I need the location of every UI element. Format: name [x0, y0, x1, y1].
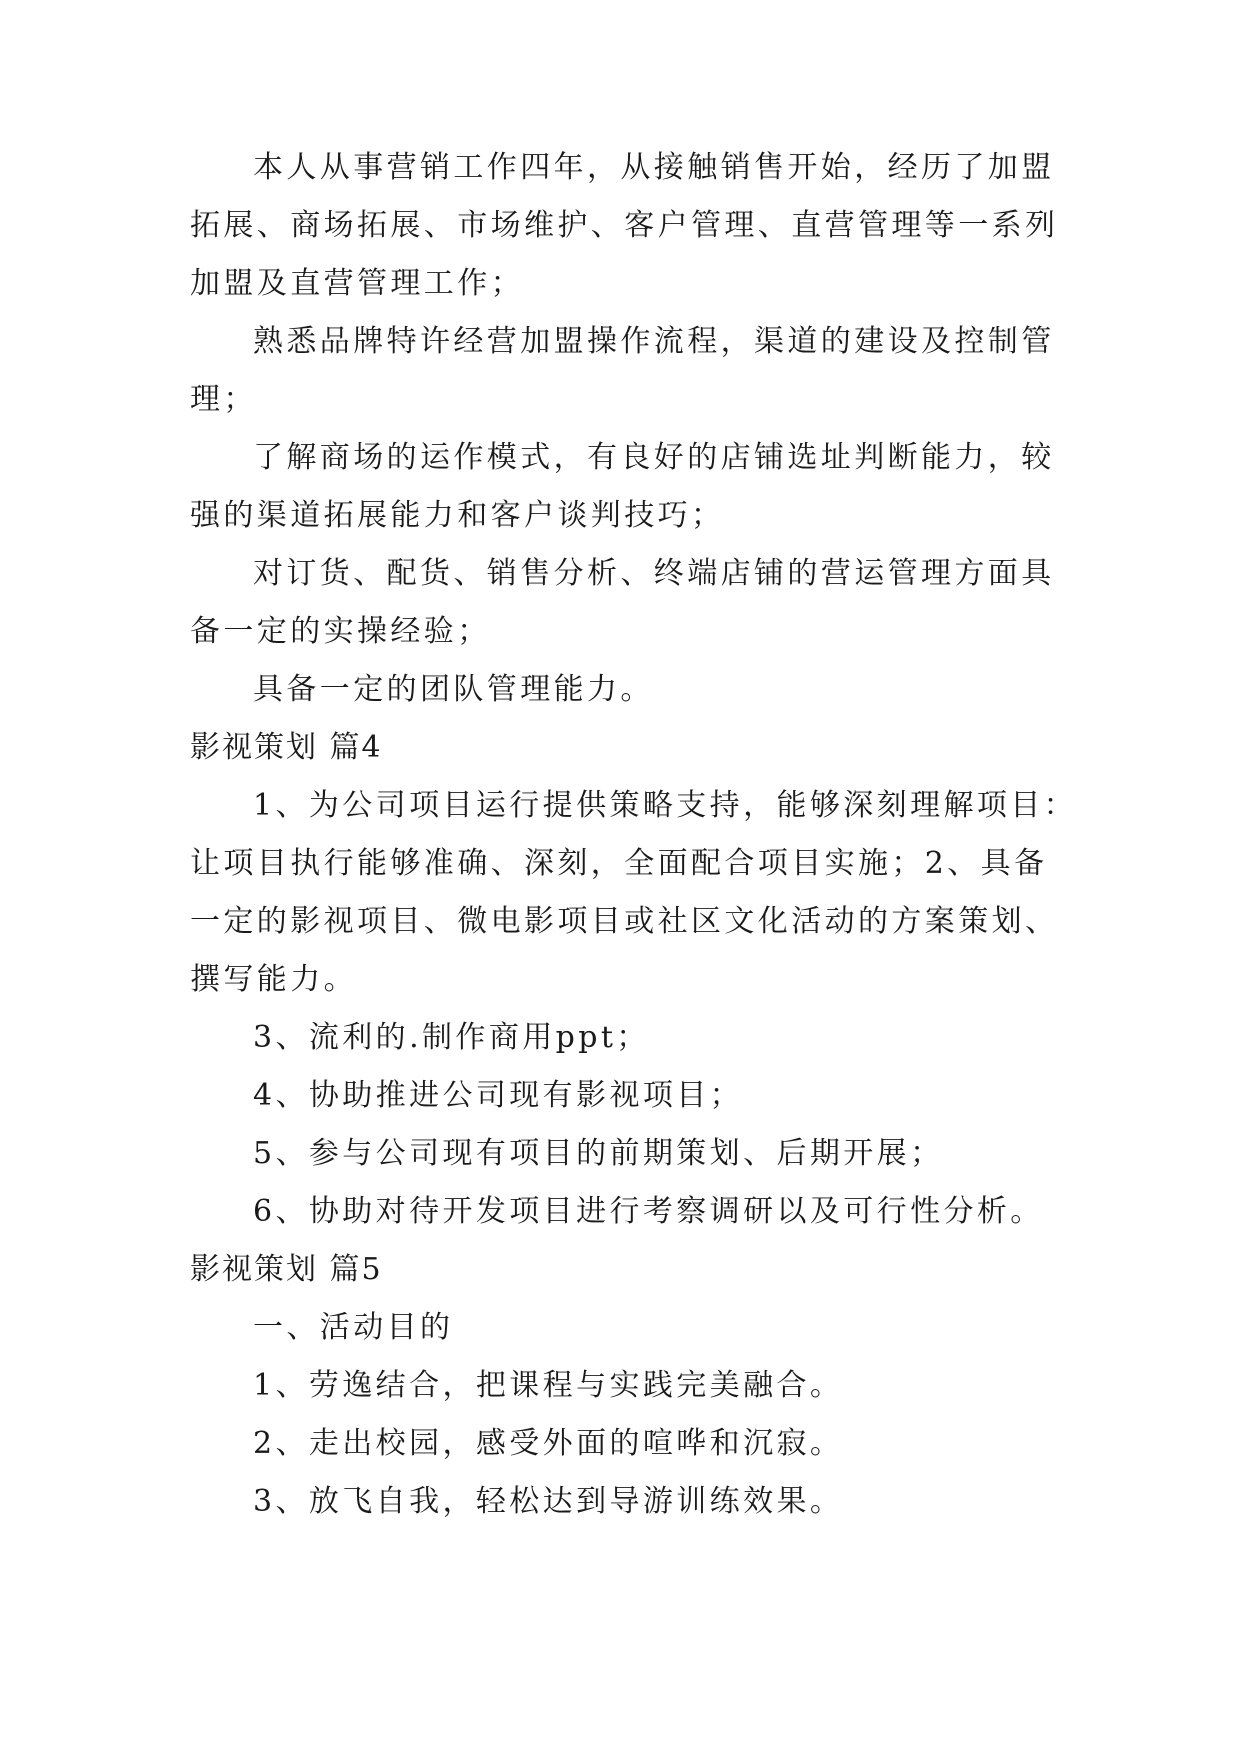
paragraph-line: 备一定的实操经验；: [190, 614, 491, 649]
paragraph-line: 熟悉品牌特许经营加盟操作流程，渠道的建设及控制管: [253, 324, 1055, 359]
paragraph-line: 3、放飞自我，轻松达到导游训练效果。: [253, 1484, 844, 1519]
paragraph-line: 拓展、商场拓展、市场维护、客户管理、直营管理等一系列: [190, 208, 1059, 243]
paragraph-line: 强的渠道拓展能力和客户谈判技巧；: [190, 498, 725, 533]
paragraph-line: 理；: [190, 382, 257, 417]
paragraph-line: 一、活动目的: [253, 1310, 454, 1345]
paragraph-line: 对订货、配货、销售分析、终端店铺的营运管理方面具: [253, 556, 1055, 591]
paragraph-line: 1、为公司项目运行提供策略支持，能够深刻理解项目：: [253, 788, 1078, 823]
paragraph-line: 2、走出校园，感受外面的喧哗和沉寂。: [253, 1426, 844, 1461]
paragraph-line: 5、参与公司现有项目的前期策划、后期开展；: [253, 1136, 944, 1171]
paragraph-line: 了解商场的运作模式，有良好的店铺选址判断能力，较: [253, 440, 1055, 475]
paragraph-line: 3、流利的.制作商用ppt；: [253, 1020, 650, 1055]
section-heading: 影视策划 篇4: [190, 730, 383, 765]
paragraph-line: 撰写能力。: [190, 962, 357, 997]
paragraph-line: 一定的影视项目、微电影项目或社区文化活动的方案策划、: [190, 904, 1059, 939]
paragraph-line: 具备一定的团队管理能力。: [253, 672, 654, 707]
paragraph-line: 本人从事营销工作四年，从接触销售开始，经历了加盟: [253, 150, 1055, 185]
paragraph-line: 6、协助对待开发项目进行考察调研以及可行性分析。: [253, 1194, 1044, 1229]
paragraph-line: 加盟及直营管理工作；: [190, 266, 524, 301]
paragraph-line: 1、劳逸结合，把课程与实践完美融合。: [253, 1368, 844, 1403]
paragraph-line: 4、协助推进公司现有影视项目；: [253, 1078, 744, 1113]
paragraph-line: 让项目执行能够准确、深刻，全面配合项目实施；2、具备: [190, 846, 1048, 881]
section-heading: 影视策划 篇5: [190, 1252, 383, 1287]
